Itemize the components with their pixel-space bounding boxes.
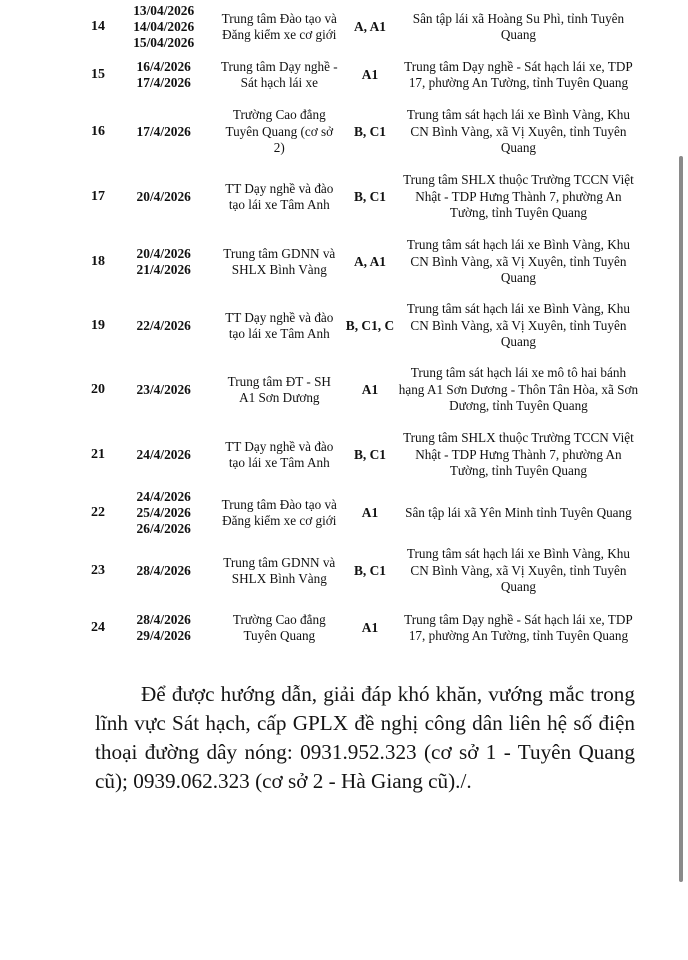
row-number: 14	[90, 18, 105, 34]
row-date: 26/4/2026	[136, 521, 191, 537]
row-organizer: TT Dạy nghề và đào tạo lái xe Tâm Anh	[225, 180, 334, 212]
row-license-class: A, A1	[353, 18, 386, 34]
row-organizer: Trung tâm GDNN và SHLX Bình Vàng	[223, 245, 336, 277]
row-date: 28/4/2026	[136, 611, 191, 627]
row-date: 17/4/2026	[136, 123, 191, 139]
row-location: Trung tâm Dạy nghề - Sát hạch lái xe, TDP 17, phường An Tường, tỉnh Tuyên Quang	[404, 58, 633, 90]
table-row	[84, 300, 640, 352]
row-dates	[112, 318, 216, 334]
row-number: 23	[90, 562, 105, 578]
row-number: 24	[90, 619, 105, 635]
row-dates	[112, 447, 216, 463]
row-date: 14/04/2026	[133, 18, 195, 34]
table-row	[84, 236, 640, 288]
row-date: 17/4/2026	[136, 75, 191, 90]
table-row	[84, 58, 640, 92]
row-number: 22	[90, 504, 105, 520]
row-date: 22/4/2026	[136, 317, 191, 333]
row-location: Trung tâm SHLX thuộc Trường TCCN Việt Nhật - TDP Hưng Thành 7, phường An Tường, tỉnh Tuyên Quang	[403, 430, 634, 479]
row-number: 21	[90, 446, 105, 462]
row-license-class: A1	[361, 504, 379, 520]
row-date: 28/4/2026	[136, 562, 191, 578]
row-number: 16	[90, 123, 105, 139]
row-dates	[112, 3, 216, 52]
row-number: 17	[90, 188, 105, 204]
row-organizer: Trung tâm Dạy nghề - Sát hạch lái xe	[220, 58, 338, 90]
table-row	[84, 171, 640, 223]
row-date: 24/4/2026	[136, 488, 191, 504]
row-date: 24/4/2026	[136, 446, 191, 462]
row-date: 15/04/2026	[133, 35, 195, 51]
row-organizer: Trường Cao đẳng Tuyên Quang	[232, 611, 326, 643]
row-location: Trung tâm sát hạch lái xe Bình Vàng, Khu CN Bình Vàng, xã Vị Xuyên, tỉnh Tuyên Quang	[406, 301, 630, 350]
row-location: Trung tâm Dạy nghề - Sát hạch lái xe, TDP 17, phường An Tường, tỉnh Tuyên Quang	[404, 611, 633, 643]
row-organizer: TT Dạy nghề và đào tạo lái xe Tâm Anh	[225, 438, 334, 470]
row-organizer: Trung tâm Đào tạo và Đăng kiểm xe cơ giới	[221, 496, 337, 528]
row-date: 16/4/2026	[136, 58, 191, 74]
table-row	[84, 364, 640, 416]
row-location: Trung tâm sát hạch lái xe Bình Vàng, Khu CN Bình Vàng, xã Vị Xuyên, tỉnh Tuyên Quang	[406, 107, 630, 156]
row-location: Trung tâm sát hạch lái xe Bình Vàng, Khu CN Bình Vàng, xã Vị Xuyên, tỉnh Tuyên Quang	[406, 237, 630, 286]
row-dates	[112, 489, 216, 538]
row-location: Trung tâm sát hạch lái xe mô tô hai bánh hạng A1 Sơn Dương - Thôn Tân Hòa, xã Sơn Dương, tỉnh Tuyên Quang	[398, 365, 639, 414]
row-dates	[112, 382, 216, 398]
row-license-class: B, C1	[353, 562, 386, 578]
row-license-class: B, C1	[353, 123, 386, 139]
row-license-class: A1	[361, 619, 379, 635]
row-number: 20	[90, 381, 105, 397]
row-date: 23/4/2026	[136, 381, 191, 397]
table-row	[84, 429, 640, 481]
row-date: 13/04/2026	[133, 2, 195, 18]
row-dates	[112, 612, 216, 644]
table-row	[84, 611, 640, 645]
row-date: 25/4/2026	[136, 504, 191, 520]
row-organizer: Trung tâm Đào tạo và Đăng kiểm xe cơ giới	[221, 10, 337, 42]
hotline-paragraph: Để được hướng dẫn, giải đáp khó khăn, vướng mắc trong lĩnh vực Sát hạch, cấp GPLX đề nghị công dân liên hệ số điện thoại đường dây nóng: 0931.952.323 (cơ sở 1 - Tuyên Quang cũ); 0939.062.323 (cơ sở 2 - Hà Giang cũ)./.	[95, 682, 635, 793]
table-row	[84, 545, 640, 597]
row-dates	[112, 246, 216, 278]
scrollbar[interactable]	[679, 156, 683, 882]
row-number: 15	[90, 66, 105, 82]
row-location: Sân tập lái xã Yên Minh tỉnh Tuyên Quang	[405, 504, 632, 520]
row-license-class: B, C1	[353, 446, 386, 462]
row-location: Trung tâm SHLX thuộc Trường TCCN Việt Nhật - TDP Hưng Thành 7, phường An Tường, tỉnh Tuyên Quang	[403, 172, 634, 221]
row-dates	[112, 59, 216, 91]
row-date: 20/4/2026	[136, 245, 191, 261]
row-date: 29/4/2026	[136, 628, 191, 643]
row-organizer: TT Dạy nghề và đào tạo lái xe Tâm Anh	[225, 309, 334, 341]
row-license-class: B, C1, C	[345, 317, 395, 333]
row-dates	[112, 189, 216, 205]
row-dates	[112, 563, 216, 579]
table-row	[84, 489, 640, 537]
row-dates	[112, 124, 216, 140]
row-license-class: B, C1	[353, 188, 386, 204]
row-date: 20/4/2026	[136, 188, 191, 204]
table-row	[84, 3, 640, 51]
row-organizer: Trung tâm ĐT - SH A1 Sơn Dương	[227, 373, 331, 405]
row-location: Sân tập lái xã Hoàng Su Phì, tỉnh Tuyên Quang	[412, 10, 625, 42]
table-row	[84, 106, 640, 158]
row-license-class: A, A1	[353, 253, 386, 269]
row-number: 18	[90, 253, 105, 269]
row-number: 19	[90, 317, 105, 333]
row-date: 21/4/2026	[136, 262, 191, 277]
row-organizer: Trường Cao đẳng Tuyên Quang (cơ sở 2)	[225, 107, 334, 156]
row-location: Trung tâm sát hạch lái xe Bình Vàng, Khu CN Bình Vàng, xã Vị Xuyên, tỉnh Tuyên Quang	[406, 546, 630, 595]
row-license-class: A1	[361, 381, 379, 397]
row-license-class: A1	[361, 66, 379, 82]
row-organizer: Trung tâm GDNN và SHLX Bình Vàng	[223, 554, 336, 586]
